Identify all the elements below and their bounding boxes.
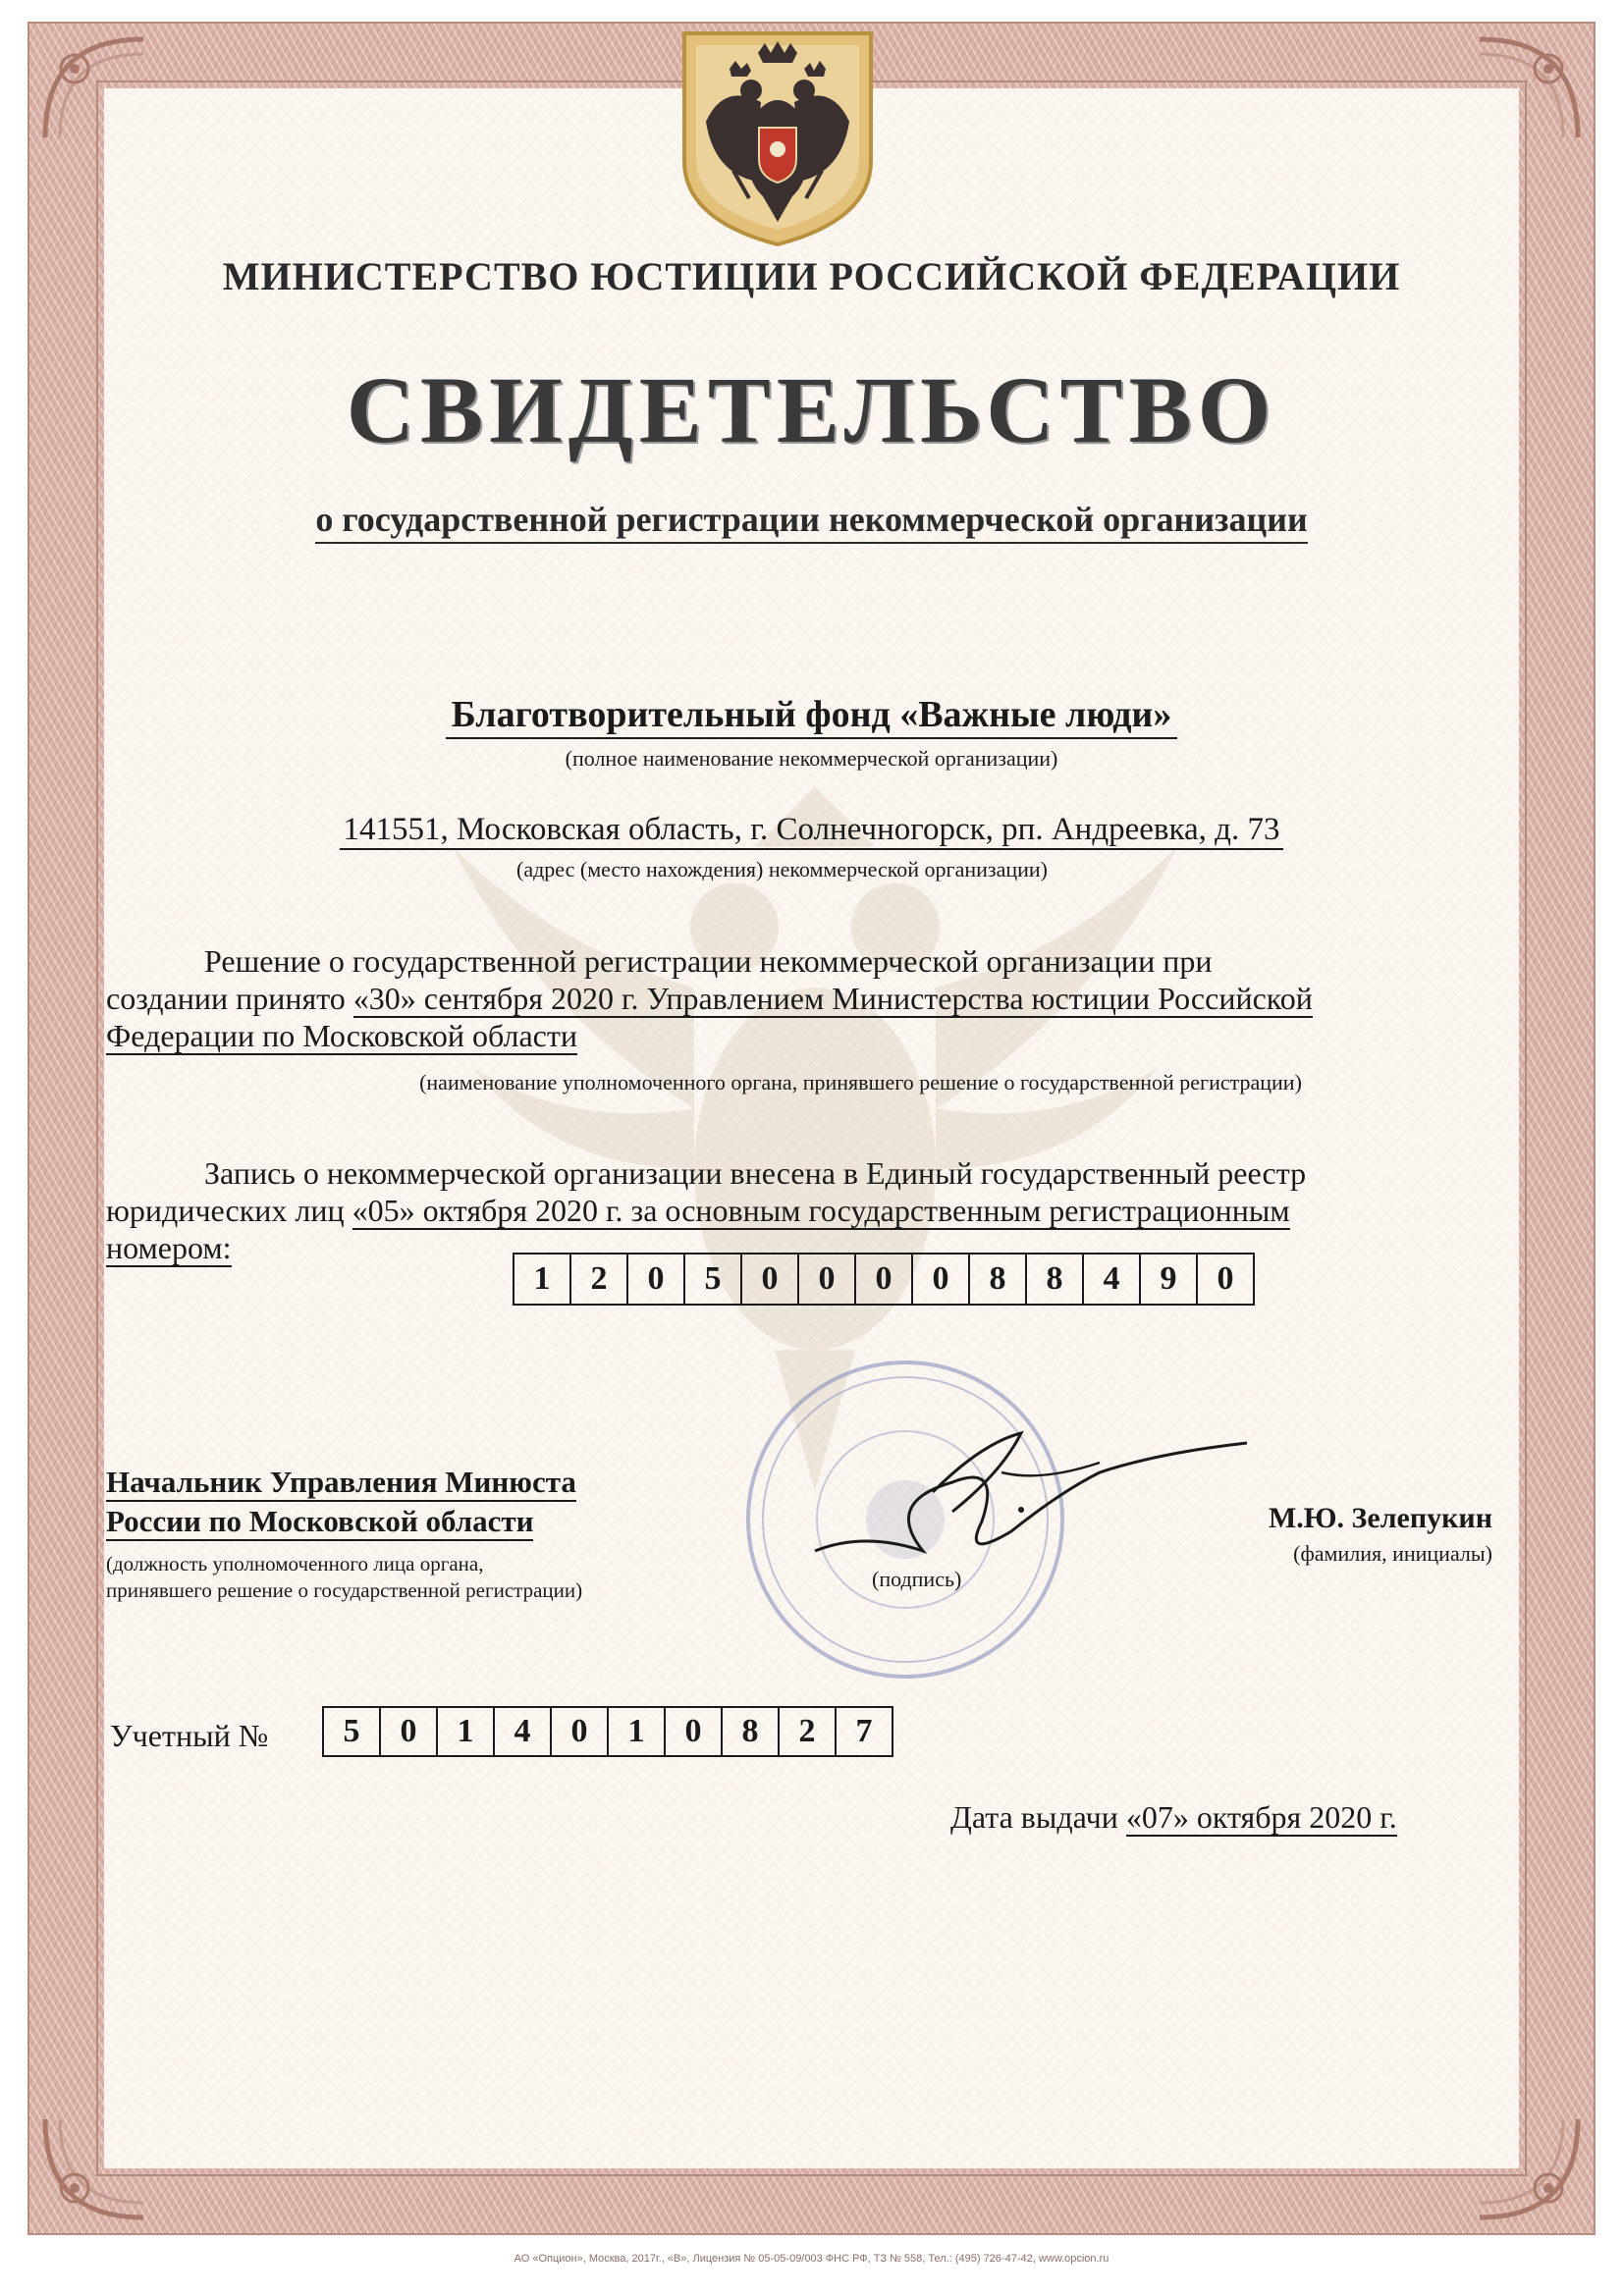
certificate-subtitle-text: о государственной регистрации некоммерческой организации (315, 500, 1307, 544)
ogrn-digit: 0 (913, 1255, 970, 1304)
organization-name (0, 693, 1623, 736)
signatory-name-caption: (фамилия, инициалы) (1293, 1541, 1492, 1566)
account-digit: 4 (495, 1708, 552, 1755)
ogrn-digit: 0 (742, 1255, 799, 1304)
account-digit: 0 (381, 1708, 438, 1755)
ogrn-digit: 8 (1027, 1255, 1084, 1304)
ogrn-digit: 2 (571, 1255, 628, 1304)
signatory-position (106, 1463, 576, 1541)
account-digit: 0 (552, 1708, 609, 1755)
signature-caption: (подпись) (872, 1567, 962, 1591)
organization-name-caption: (полное наименование некоммерческой организации) (565, 746, 1058, 771)
account-digit: 7 (855, 1713, 873, 1749)
issue-date-value: «07» октября 2020 г. (1125, 1799, 1397, 1835)
signatory-position-caption (106, 1551, 582, 1604)
decision-line-1: Решение о государственной регистрации некоммерческой организации при (204, 943, 1213, 979)
ogrn-number-boxes (513, 1253, 1255, 1306)
ogrn-digit: 9 (1141, 1255, 1198, 1304)
corner-ornament-icon (1470, 29, 1588, 147)
registry-date: «05» октября 2020 г. (352, 1193, 623, 1228)
organization-address (0, 812, 1623, 848)
organization-address-text: 141551, Московская область, г. Солнечногорск, рп. Андреевка, д. 73 (340, 812, 1284, 850)
decision-line-2-prefix: создании принято (106, 981, 353, 1016)
registry-line-1: Запись о некоммерческой организации внесена в Единый государственный реестр (204, 1155, 1307, 1191)
signatory-position-line-1: Начальник Управления Минюста (106, 1465, 576, 1502)
issue-date (950, 1799, 1397, 1836)
account-digit: 2 (780, 1708, 837, 1755)
signatory-position-caption-line-1: (должность уполномоченного лица органа, (106, 1552, 484, 1575)
ministry-heading: МИНИСТЕРСТВО ЮСТИЦИИ РОССИЙСКОЙ ФЕДЕРАЦИИ (222, 254, 1401, 298)
account-digit: 1 (609, 1708, 666, 1755)
decision-date: «30» сентября 2020 г. (352, 981, 639, 1016)
registry-line-2-prefix: юридических лиц (106, 1193, 352, 1228)
registry-number-label: номером: (106, 1230, 232, 1265)
ogrn-digit: 0 (856, 1255, 913, 1304)
ogrn-digit: 1 (514, 1255, 571, 1304)
account-digit: 5 (324, 1708, 381, 1755)
corner-ornament-icon (35, 2109, 153, 2227)
signatory-position-caption-line-2: принявшего решение о государственной регистрации) (106, 1578, 583, 1602)
account-number-label: Учетный № (110, 1718, 269, 1753)
signatory-name: М.Ю. Зелепукин (1268, 1502, 1492, 1534)
ogrn-digit: 0 (628, 1255, 685, 1304)
ogrn-digit: 5 (685, 1255, 742, 1304)
account-digit: 0 (666, 1708, 723, 1755)
ogrn-digit: 0 (1217, 1260, 1234, 1297)
decision-authority-part-1: Управлением Министерства юстиции Российской (638, 981, 1313, 1016)
decision-caption: (наименование уполномоченного органа, принявшего решение о государственной регистрации) (419, 1070, 1302, 1095)
printer-imprint: АО «Опцион», Москва, 2017г., «В», Лицензия № 05-05-09/003 ФНС РФ, ТЗ № 558, Тел.: (495) 726-47-42, www.opcion.ru (514, 2253, 1109, 2265)
ogrn-digit: 0 (799, 1255, 856, 1304)
signatory-position-line-2: России по Московской области (106, 1504, 533, 1541)
state-emblem-icon (665, 24, 891, 249)
certificate-title: СВИДЕТЕЛЬСТВО (346, 357, 1277, 462)
ogrn-digit: 8 (970, 1255, 1027, 1304)
account-digit: 8 (723, 1708, 780, 1755)
issue-date-label: Дата выдачи (950, 1799, 1126, 1835)
ogrn-digit: 4 (1084, 1255, 1141, 1304)
registry-paragraph (106, 1154, 1500, 1266)
decision-authority-part-2: Федерации по Московской области (106, 1018, 577, 1053)
account-digit: 1 (438, 1708, 495, 1755)
corner-ornament-icon (1470, 2109, 1588, 2227)
decision-paragraph (106, 942, 1500, 1054)
account-number-boxes (322, 1706, 893, 1757)
certificate-subtitle (0, 499, 1623, 540)
corner-ornament-icon (35, 29, 153, 147)
organization-address-caption: (адрес (место нахождения) некоммерческой организации) (516, 857, 1048, 881)
registry-line-2-suffix: за основным государственным регистрационным (622, 1193, 1290, 1228)
organization-name-text: Благотворительный фонд «Важные люди» (446, 694, 1178, 739)
